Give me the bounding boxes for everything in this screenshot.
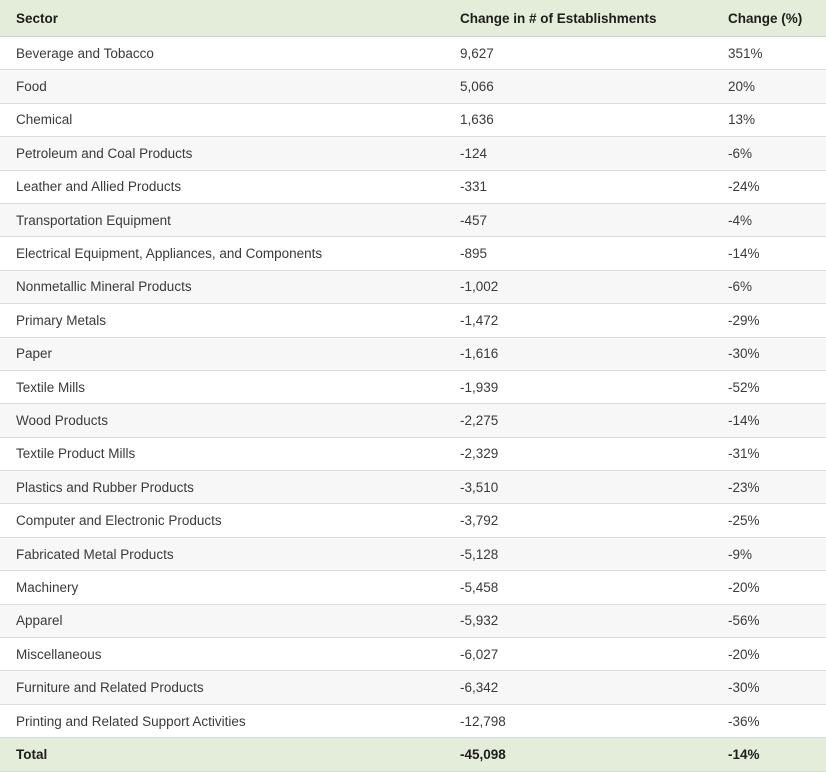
cell-sector: Food [0, 70, 444, 103]
cell-change-pct: -23% [712, 471, 826, 504]
table-row [0, 537, 826, 570]
cell-change-value: -1,002 [444, 270, 712, 303]
cell-change-value: 9,627 [444, 37, 712, 70]
cell-change-pct: -14% [712, 404, 826, 437]
cell-change-pct: -20% [712, 571, 826, 604]
table-row [0, 203, 826, 236]
table-footer [0, 738, 826, 771]
cell-sector: Machinery [0, 571, 444, 604]
cell-sector: Fabricated Metal Products [0, 537, 444, 570]
cell-sector: Furniture and Related Products [0, 671, 444, 704]
cell-change-pct: -52% [712, 370, 826, 403]
table-row [0, 70, 826, 103]
cell-change-pct: 13% [712, 103, 826, 136]
cell-change-value: -1,616 [444, 337, 712, 370]
table-body [0, 37, 826, 738]
cell-change-value: 1,636 [444, 103, 712, 136]
cell-change-pct: -9% [712, 537, 826, 570]
cell-change-pct: -36% [712, 704, 826, 737]
total-label: Total [0, 738, 444, 771]
cell-change-value: -2,329 [444, 437, 712, 470]
table-row [0, 671, 826, 704]
cell-sector: Wood Products [0, 404, 444, 437]
header-row [0, 0, 826, 37]
table-row [0, 103, 826, 136]
cell-change-pct: -4% [712, 203, 826, 236]
table-row [0, 638, 826, 671]
cell-change-value: -12,798 [444, 704, 712, 737]
cell-sector: Beverage and Tobacco [0, 37, 444, 70]
table-row [0, 237, 826, 270]
cell-sector: Electrical Equipment, Appliances, and Components [0, 237, 444, 270]
cell-sector: Nonmetallic Mineral Products [0, 270, 444, 303]
total-row [0, 738, 826, 771]
table-row [0, 170, 826, 203]
cell-change-value: -6,027 [444, 638, 712, 671]
table-row [0, 370, 826, 403]
cell-change-pct: -30% [712, 337, 826, 370]
table-row [0, 270, 826, 303]
column-header-change-pct: Change (%) [712, 0, 826, 37]
cell-change-pct: 20% [712, 70, 826, 103]
cell-change-value: -6,342 [444, 671, 712, 704]
cell-sector: Apparel [0, 604, 444, 637]
cell-sector: Primary Metals [0, 304, 444, 337]
cell-change-value: -124 [444, 137, 712, 170]
table-row [0, 304, 826, 337]
table-row [0, 471, 826, 504]
table-row [0, 504, 826, 537]
cell-change-pct: -56% [712, 604, 826, 637]
cell-change-pct: -14% [712, 237, 826, 270]
cell-change-value: -457 [444, 203, 712, 236]
cell-change-value: -5,458 [444, 571, 712, 604]
table-row [0, 404, 826, 437]
cell-sector: Paper [0, 337, 444, 370]
cell-change-pct: -29% [712, 304, 826, 337]
column-header-sector: Sector [0, 0, 444, 37]
cell-change-pct: 351% [712, 37, 826, 70]
cell-change-pct: -31% [712, 437, 826, 470]
cell-change-value: -3,792 [444, 504, 712, 537]
cell-change-pct: -30% [712, 671, 826, 704]
table-row [0, 37, 826, 70]
table-row [0, 137, 826, 170]
cell-sector: Petroleum and Coal Products [0, 137, 444, 170]
cell-change-pct: -24% [712, 170, 826, 203]
cell-change-value: -5,932 [444, 604, 712, 637]
table-row [0, 571, 826, 604]
cell-change-value: -2,275 [444, 404, 712, 437]
cell-change-value: -5,128 [444, 537, 712, 570]
cell-sector: Leather and Allied Products [0, 170, 444, 203]
cell-change-pct: -6% [712, 270, 826, 303]
cell-sector: Textile Product Mills [0, 437, 444, 470]
cell-change-pct: -20% [712, 638, 826, 671]
cell-sector: Transportation Equipment [0, 203, 444, 236]
cell-change-pct: -6% [712, 137, 826, 170]
cell-change-value: -1,939 [444, 370, 712, 403]
cell-sector: Plastics and Rubber Products [0, 471, 444, 504]
cell-change-value: -331 [444, 170, 712, 203]
table-row [0, 604, 826, 637]
cell-change-pct: -25% [712, 504, 826, 537]
cell-change-value: 5,066 [444, 70, 712, 103]
cell-sector: Textile Mills [0, 370, 444, 403]
cell-sector: Computer and Electronic Products [0, 504, 444, 537]
table-row [0, 437, 826, 470]
column-header-change-count: Change in # of Establishments [444, 0, 712, 37]
cell-sector: Miscellaneous [0, 638, 444, 671]
table-row [0, 704, 826, 737]
cell-sector: Printing and Related Support Activities [0, 704, 444, 737]
cell-change-value: -895 [444, 237, 712, 270]
table-header [0, 0, 826, 37]
cell-change-value: -3,510 [444, 471, 712, 504]
total-change-pct: -14% [712, 738, 826, 771]
cell-change-value: -1,472 [444, 304, 712, 337]
cell-sector: Chemical [0, 103, 444, 136]
total-change-value: -45,098 [444, 738, 712, 771]
table-row [0, 337, 826, 370]
